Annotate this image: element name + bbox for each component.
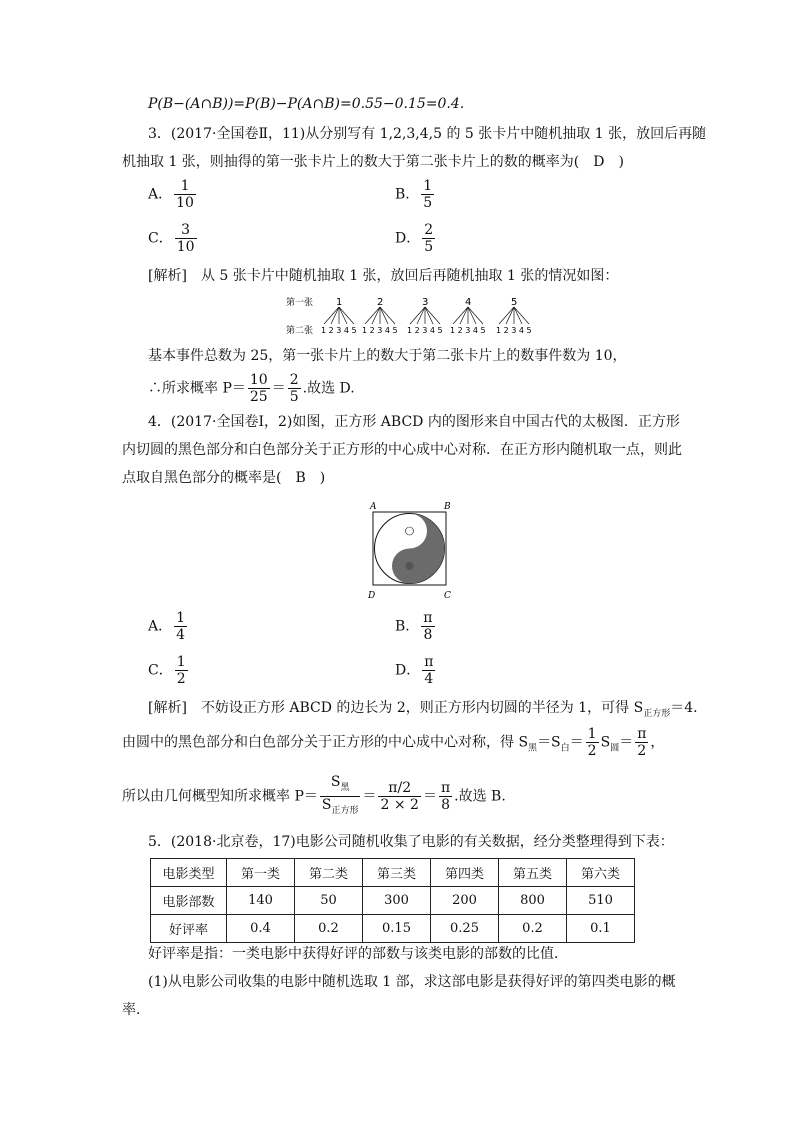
q4-option-a: A． $\frac{1}{4}$ [148,610,186,643]
table-cell: 800 [499,887,567,915]
table-cell: 0.4 [227,915,295,943]
tree-row1-label: 第一张 [286,298,314,308]
svg-text:1: 1 [336,297,343,308]
table-cell: 电影部数 [151,887,227,915]
q4-stem-line2: 内切圆的黑色部分和白色部分关于正方形的中心成中心对称．在正方形内随机取一点，则此 [122,442,682,458]
q5-subquestion-1: (1)从电影公司收集的电影中随机选取 1 部，求这部电影是获得好评的第四类电影的概 [148,974,676,990]
tree-group-3 [407,297,443,335]
svg-text:2: 2 [377,297,384,308]
table-cell: 200 [431,887,499,915]
table-cell: 第一类 [227,859,295,887]
table-cell: 电影类型 [151,859,227,887]
table-cell: 第五类 [499,859,567,887]
q3-option-b: B． $\frac{1}{5}$ [395,178,433,211]
table-cell: 0.2 [295,915,363,943]
card-tree-diagram [284,293,534,338]
table-cell: 0.15 [363,915,431,943]
svg-text:5: 5 [511,297,518,308]
tree-group-2 [362,297,398,335]
q3-option-a: A． $\frac{1}{10}$ [148,178,194,211]
q4-option-b: B． $\frac{\pi}{8}$ [395,610,433,643]
q3-option-d: D． $\frac{2}{5}$ [395,222,434,255]
table-cell: 0.1 [567,915,635,943]
svg-text:1 2 3 4 5: 1 2 3 4 5 [321,326,357,335]
label-d: D [368,591,376,601]
table-cell: 510 [567,887,635,915]
tree-row2-label: 第二张 [286,326,314,336]
table-header-row [151,859,635,887]
table-row [151,887,635,915]
q3-option-c: C． $\frac{3}{10}$ [148,222,195,255]
taiji-circle [375,514,445,584]
tree-group-5 [496,297,532,335]
q4-analysis-line2: 由圆中的黑色部分和白色部分关于正方形的中心成中心对称，得 $S_黑=S_白=$ $\frac{1}{2}$ $S_圆=$ $\frac{\pi}{2}$ ， [122,726,665,759]
svg-text:1 2 3 4 5: 1 2 3 4 5 [407,326,443,335]
table-cell: 50 [295,887,363,915]
q3-stem-line1: 3．(2017·全国卷Ⅱ，11)从分别写有 1,2,3,4,5 的 5 张卡片中随机抽取 1 张，放回后再随 [148,126,707,142]
q3-stem-line2: 机抽取 1 张，则抽得的第一张卡片上的数大于第二张卡片上的数的概率为( D ) [122,154,624,170]
q3-analysis-line3: ∴所求概率 P＝ $\frac{10}{25}$ ＝ $\frac{2}{5}$ .故选 D. [148,372,355,405]
table-row [151,915,635,943]
q5-stem-line1: 5．(2018·北京卷，17)电影公司随机收集了电影的有关数据，经分类整理得到下表： [148,834,674,850]
taiji-figure [366,498,456,602]
label-c: C [444,591,451,601]
table-cell: 好评率 [151,915,227,943]
q4-stem-line3: 点取自黑色部分的概率是( B ) [122,470,326,486]
table-cell: 第三类 [363,859,431,887]
q4-analysis-line1: [解析] 不妨设正方形 ABCD 的边长为 2，则正方形内切圆的半径为 1，可得 $S_{正方形}=4$. [148,700,698,719]
film-data-table [150,858,635,943]
table-cell: 300 [363,887,431,915]
carryover-equation: P(B−(A∩B))=P(B)−P(A∩B)=0.55−0.15=0.4. [148,96,465,112]
svg-text:1 2 3 4 5: 1 2 3 4 5 [362,326,398,335]
table-cell: 第六类 [567,859,635,887]
table-cell: 第四类 [431,859,499,887]
tree-group-4 [450,297,486,335]
table-cell: 0.2 [499,915,567,943]
svg-text:4: 4 [465,297,472,308]
q5-note: 好评率是指：一类电影中获得好评的部数与该类电影的部数的比值． [148,946,568,962]
analysis-tag: [解析] [148,268,187,284]
svg-text:1 2 3 4 5: 1 2 3 4 5 [496,326,532,335]
label-a: A [370,502,377,512]
table-cell: 第二类 [295,859,363,887]
q3-analysis-line1: [解析] 从 5 张卡片中随机抽取 1 张，放回后再随机抽取 1 张的情况如图： [148,268,619,284]
table-cell: 0.25 [431,915,499,943]
table-cell: 140 [227,887,295,915]
svg-text:3: 3 [422,297,429,308]
analysis-tag: [解析] [148,700,187,716]
tree-group-1 [321,297,357,335]
q3-analysis-line2: 基本事件总数为 25，第一张卡片上的数大于第二张卡片上的数事件数为 10， [148,348,627,364]
q4-analysis-line3: 所以由几何概型知所求概率 P＝ $\frac{S_黑}{S_{正方形}}$ ＝ $\frac{\pi/2}{2 \times 2}$ ＝ $\frac{\pi}{8}$ .故选 B. [122,774,506,816]
q4-option-c: C． $\frac{1}{2}$ [148,654,186,687]
label-b: B [444,502,451,512]
q4-option-d: D． $\frac{\pi}{4}$ [395,654,434,687]
svg-text:1 2 3 4 5: 1 2 3 4 5 [450,326,486,335]
q4-stem-line1: 4．(2017·全国卷Ⅰ，2)如图，正方形 ABCD 内的图形来自中国古代的太极图．正方形 [148,414,680,430]
q5-subquestion-1-cont: 率． [122,1002,150,1018]
